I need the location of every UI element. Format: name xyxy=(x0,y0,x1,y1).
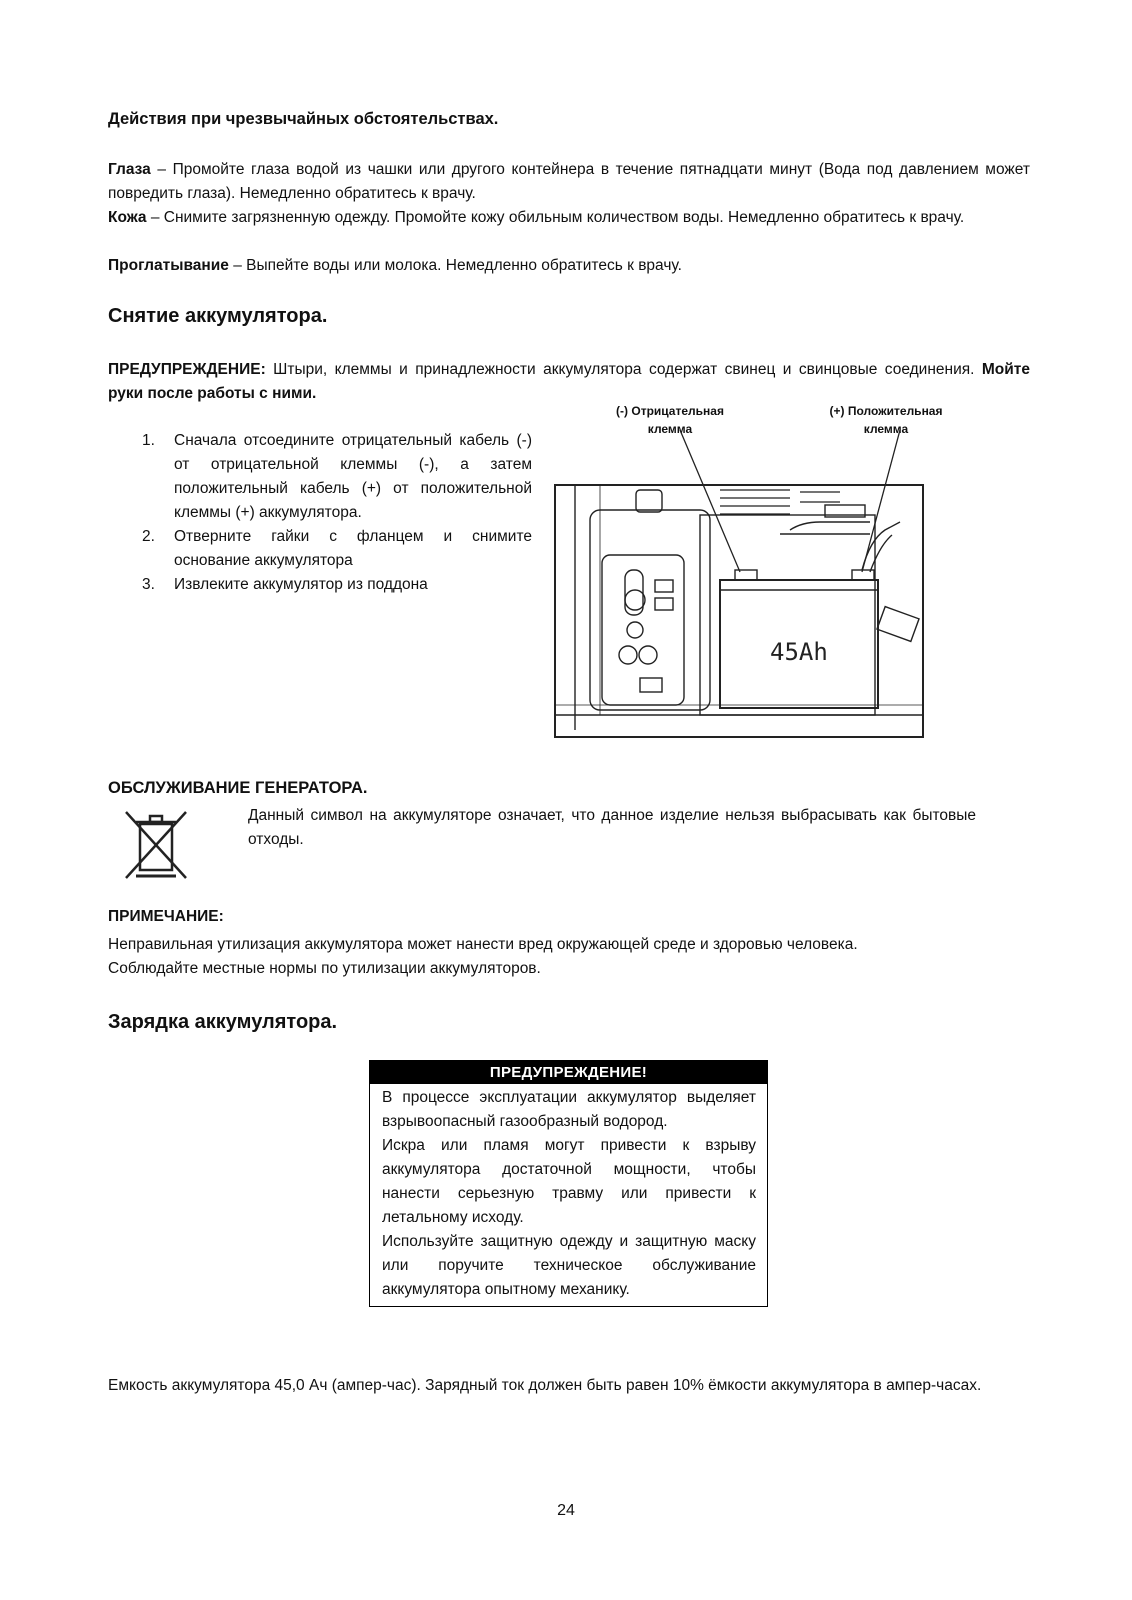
charging-title: Зарядка аккумулятора. xyxy=(108,1011,338,1033)
warning-box-body xyxy=(370,1084,767,1306)
warning-paragraph: Используйте защитную одежду и защитную маску или поручите техническое обслуживание аккумулятора опытному механику. xyxy=(382,1233,756,1298)
page-number: 24 xyxy=(557,1502,575,1519)
removal-warning-paragraph xyxy=(108,358,1030,406)
emergency-eyes-paragraph xyxy=(108,158,1030,206)
capacity-paragraph: Емкость аккумулятора 45,0 Ач (ампер-час). Зарядный ток должен быть равен 10% ёмкости аккумулятора в ампер-часах. xyxy=(108,1377,982,1394)
charging-warning-box xyxy=(369,1060,768,1307)
battery-diagram xyxy=(540,430,940,742)
skin-label: Кожа xyxy=(108,209,147,226)
removal-warning-label: ПРЕДУПРЕЖДЕНИЕ: xyxy=(108,361,266,378)
swallow-label: Проглатывание xyxy=(108,257,229,274)
eyes-text: – Промойте глаза водой из чашки или другого контейнера в течение пятнадцати минут (Вода под давлением может повредить глаза). Немедленно обратитесь к врачу. xyxy=(108,161,1030,202)
note-title: ПРИМЕЧАНИЕ: xyxy=(108,908,224,925)
battery-capacity-label: 45Ah xyxy=(770,638,828,666)
positive-terminal-label: (+) Положительная клемма xyxy=(829,404,943,436)
list-item: 3. Извлеките аккумулятор из поддона xyxy=(142,576,428,593)
negative-terminal-label: (-) Отрицательная клемма xyxy=(616,404,724,436)
list-item: 1. Сначала отсоедините отрицательный кабель (-) от отрицательной клеммы (-), а затем положительный кабель (+) от положительной клеммы (+) аккумулятора. xyxy=(142,432,532,521)
eyes-label: Глаза xyxy=(108,161,151,178)
crossed-bin-icon xyxy=(120,808,192,882)
removal-warning-text: Штыри, клеммы и принадлежности аккумулятора содержат свинец и свинцовые соединения. xyxy=(265,361,982,378)
emergency-skin-paragraph xyxy=(108,206,1030,230)
swallow-text: – Выпейте воды или молока. Немедленно обратитесь к врачу. xyxy=(228,257,682,274)
removal-title: Снятие аккумулятора. xyxy=(108,305,328,327)
symbol-description: Данный символ на аккумуляторе означает, что данное изделие нельзя выбрасывать как бытовые отходы. xyxy=(248,807,976,848)
note-line-2: Соблюдайте местные нормы по утилизации аккумуляторов. xyxy=(108,960,541,977)
warning-box-title: ПРЕДУПРЕЖДЕНИЕ! xyxy=(370,1061,767,1084)
warning-paragraph: Искра или пламя могут привести к взрыву аккумулятора достаточной мощности, чтобы нанести серьезную травму или привести к летальному исходу. xyxy=(382,1137,756,1226)
removal-steps-list xyxy=(108,429,532,597)
service-title: ОБСЛУЖИВАНИЕ ГЕНЕРАТОРА. xyxy=(108,779,368,797)
list-item: 2. Отверните гайки с фланцем и снимите основание аккумулятора xyxy=(142,528,532,569)
note-line-1: Неправильная утилизация аккумулятора может нанести вред окружающей среде и здоровью человека. xyxy=(108,936,858,953)
warning-paragraph: В процессе эксплуатации аккумулятор выделяет взрывоопасный газообразный водород. xyxy=(382,1089,756,1130)
removal-warning-emphasis: Мойте руки после работы с ними. xyxy=(108,361,1030,402)
emergency-title: Действия при чрезвычайных обстоятельствах. xyxy=(108,110,499,128)
emergency-swallow-paragraph xyxy=(108,254,1030,278)
skin-text: – Снимите загрязненную одежду. Промойте кожу обильным количеством воды. Немедленно обратитесь к врачу. xyxy=(146,209,965,226)
